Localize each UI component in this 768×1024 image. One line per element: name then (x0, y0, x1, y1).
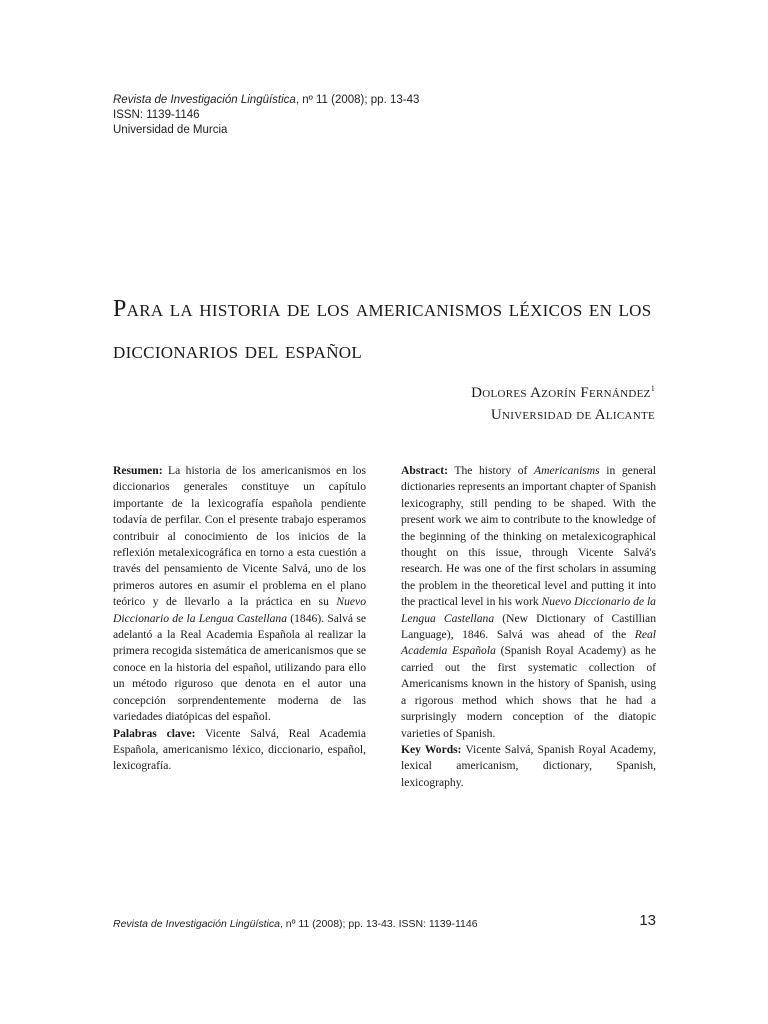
journal-name: Revista de Investigación Lingüística (113, 94, 296, 106)
footer-journal-name: Revista de Investigación Lingüística (113, 918, 280, 930)
journal-header (113, 93, 419, 138)
palabras-clave-paragraph (113, 726, 366, 775)
abstract-academy: Real Academia Española (401, 628, 656, 658)
page-footer (113, 918, 478, 930)
journal-citation (113, 93, 419, 108)
abstract-text-1a: The history of (448, 464, 534, 477)
key-words-text: Vicente Salvá, Spanish Royal Academy, lexical americanism, dictionary, Spanish, lexicography. (401, 742, 656, 789)
resumen-column (113, 463, 366, 775)
journal-issue: , nº 11 (2008); pp. 13-43 (295, 94, 420, 106)
journal-university: Universidad de Murcia (113, 124, 228, 136)
abstract-column (401, 463, 656, 791)
author-block (471, 378, 655, 426)
resumen-label: Resumen: (113, 464, 163, 477)
footer-citation: , nº 11 (2008); pp. 13-43. ISSN: 1139-1146 (279, 918, 478, 930)
abstract-text-2: (New Dictionary of Castillian Language), 1846. Salvá was ahead of the (401, 611, 656, 642)
abstract-text-3: (Spanish Royal Academy) as he carried out the first systematic collection of Americanisms known in the history of Spanish, using a rigorous method which shows that he had a surprisingly modern conception of the diatopic varieties of Spanish. (401, 644, 656, 740)
resumen-text-2: (1846). Salvá se adelantó a la Real Academia Española al realizar la primera recogida sistemática de americanismos que se conoce en la historia del español, utilizando para ello un método riguroso que denota en el autor una concepción sorprendentemente moderna de las variedades diatópicas del español. (113, 611, 366, 724)
key-words-label: Key Words: (401, 742, 462, 756)
resumen-work-title: Nuevo Diccionario de la Lengua Castellana (113, 595, 366, 625)
key-words-paragraph (401, 742, 656, 791)
abstract-text-1b: in general dictionaries represents an important chapter of Spanish lexicography, still pending to be shaped. With the present work we aim to contribute to the knowledge of the beginning of the thinking on metalexicographical thought on this issue, through Vicente Salvá's research. He was one of the first scholars in assuming the problem in the theoretical level and putting it into the practical level in his work (401, 464, 656, 609)
author-name: Dolores Azorín Fernández (471, 385, 651, 401)
resumen-paragraph (113, 463, 366, 726)
author-affiliation: Universidad de Alicante (490, 407, 655, 423)
author-line (471, 378, 655, 404)
abstract-paragraph (401, 463, 656, 742)
article-title: Para la historia de los americanismos léxicos en los diccionarios del español (113, 296, 652, 364)
palabras-clave-text: Vicente Salvá, Real Academia Española, americanismo léxico, diccionario, español, lexicografía. (113, 726, 366, 773)
journal-issn: ISSN: 1139-1146 (113, 109, 200, 121)
abstract-americanisms: Americanisms (534, 464, 600, 477)
page-number: 13 (639, 912, 656, 929)
resumen-text-1: La historia de los americanismos en los diccionarios generales constituye un capítulo importante de la lexicografía española pendiente todavía de perfilar. Con el presente trabajo esperamos contribuir al conocimiento de los inicios de la reflexión metalexicográfica en torno a esta cuestión a través del pensamiento de Vicente Salvá, uno de los primeros autores en asumir el problema en el plano teórico y de llevarlo a la práctica en su (113, 464, 366, 609)
abstract-label: Abstract: (401, 464, 449, 477)
palabras-clave-label: Palabras clave: (113, 726, 196, 740)
abstract-work-title: Nuevo Diccionario de la Lengua Castellana (401, 595, 656, 625)
author-footnote-mark: 1 (650, 384, 655, 393)
